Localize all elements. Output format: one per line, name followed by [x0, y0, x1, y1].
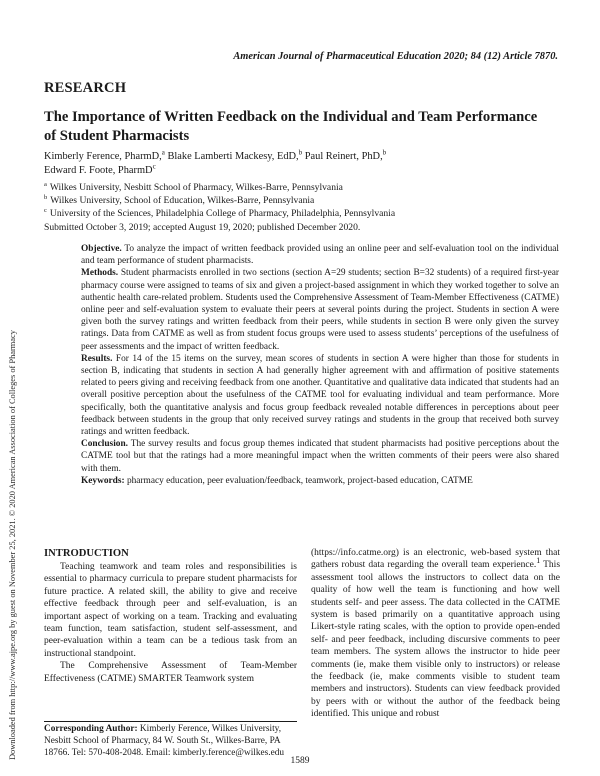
right-column — [311, 547, 560, 721]
author-name: Paul Reinert, PhD, — [302, 151, 383, 162]
abstract-methods: Methods. Student pharmacists enrolled in two sections (section A=29 students; section B=32 students) of a required first-year pharmacy course were assigned to teams of six and given a project-based assignment in which they worked together to solve an authentic health care-related problem. Students used the Comprehensive Assessment of Team-Member Effectiveness (CATME) online peer and self-evaluation system to evaluate their peers at several points during the project. Students in section A were given both the survey ratings and written feedback from their peers, while students in section B were only given the survey ratings. Data from CATME as well as from student focus groups were used to assess students’ perceptions of the usefulness of peer assessments and the impact of written feedback. — [81, 268, 559, 352]
abstract-conclusion: Conclusion. The survey results and focus group themes indicated that student pharmacists had positive perceptions about the CATME tool but that the ratings had a more meaningful impact when the written comments of their peers were also shared with them. — [81, 439, 559, 474]
abstract-results: Results. For 14 of the 15 items on the survey, mean scores of students in section A were higher than those for students in section B, indicating that students in section A had generally higher agreement with and affirmation of positive statements related to peers giving and receiving feedback from one another. Quantitative and qualitative data indicated that students had an overall positive perception about the usefulness of the CATME tool for evaluating individual and team performance. More specifically, both the quantitative analysis and focus group feedback revealed notable differences in perceptions about peer feedback between students in the group that only received survey ratings and students in the group that received both survey ratings and written feedback. — [81, 353, 559, 438]
introduction-heading: INTRODUCTION — [44, 548, 129, 559]
download-notice — [8, 160, 26, 760]
intro-paragraph-continued: (https://info.catme.org) is an electronic, web-based system that gathers robust data regarding the overall team experience.$^1$ This assessment tool allows the instructors to collect data on the quality of how well the team is functioning and how well students self- and peer assess. The data collected in the CATME system is based primarily on a quantitative approach using Likert-style rating scales, with the option to provide open-ended self- and peer feedback, including discursive comments to peer team members. The system allows the instructor to hide peer comments (ie, make them visible only to instructors) or release the feedback (ie, make comments visible to student team members and instructors). Students can view feedback provided by peers with or without the author of the feedback being identified. This unique and robust — [311, 548, 561, 720]
intro-paragraph: The Comprehensive Assessment of Team-Member Effectiveness (CATME) SMARTER Teamwork system — [44, 661, 297, 684]
left-column — [44, 561, 297, 685]
author-affil-mark: a — [161, 148, 165, 157]
journal-citation: American Journal of Pharmaceutical Education 2020; 84 (12) Article 7870. — [233, 51, 558, 62]
submission-dates: Submitted October 3, 2019; accepted August 19, 2020; published December 2020. — [44, 222, 361, 233]
affiliation-item: $^a$ Wilkes University, Nesbitt School of Pharmacy, Wilkes-Barre, Pennsylvania — [44, 180, 343, 193]
affiliation-list — [44, 181, 544, 220]
affiliation-item: $^b$ Wilkes University, School of Education, Wilkes-Barre, Pennsylvania — [44, 193, 315, 206]
page-number: 1589 — [290, 756, 310, 766]
author-name: Kimberly Ference, PharmD, — [44, 151, 162, 162]
author-affil-mark: c — [152, 162, 156, 171]
article-title: The Importance of Written Feedback on the Individual and Team Performance of Student Pharmacists — [44, 109, 538, 144]
author-name: Blake Lamberti Mackesy, EdD, — [164, 151, 299, 162]
corresponding-author: Corresponding Author: Kimberly Ference, Wilkes University, Nesbitt School of Pharmacy, 84 W. South St., Wilkes-Barre, PA 18766. Tel: 570-408-2048. Email: kimberly.ference@wilkes.edu — [44, 724, 285, 759]
author-name: Edward F. Foote, PharmD — [44, 165, 153, 176]
abstract — [81, 243, 559, 487]
download-notice-text: Downloaded from http://www.ajpe.org by guest on November 25, 2021. © 2020 American Association of Colleges of Pharmacy — [8, 330, 17, 760]
intro-paragraph: Teaching teamwork and team roles and responsibilities is essential to pharmacy curricula to prepare student pharmacists for future practice. A related skill, the ability to give and receive effective feedback through peer and self-evaluation, is an important aspect of working on a team. Tracking and evaluating team function, team satisfaction, student self-assessment, and peer-evaluation within a team can be a tedious task from an instructional standpoint. — [44, 562, 297, 659]
affiliation-item: $^c$ University of the Sciences, Philadelphia College of Pharmacy, Philadelphia, Pennsylvania — [44, 206, 396, 219]
footnote-divider — [44, 721, 297, 722]
author-affil-mark: b — [382, 148, 387, 157]
author-list — [44, 150, 544, 178]
abstract-keywords: Keywords: pharmacy education, peer evaluation/feedback, teamwork, project-based education, CATME — [81, 475, 473, 486]
abstract-objective: Objective. To analyze the impact of written feedback provided using an online peer and self-evaluation tool on the individual and team performance of student pharmacists. — [81, 244, 559, 267]
citation-mark: 1 — [536, 556, 541, 566]
section-label: RESEARCH — [44, 80, 127, 96]
author-affil-mark: b — [298, 148, 303, 157]
